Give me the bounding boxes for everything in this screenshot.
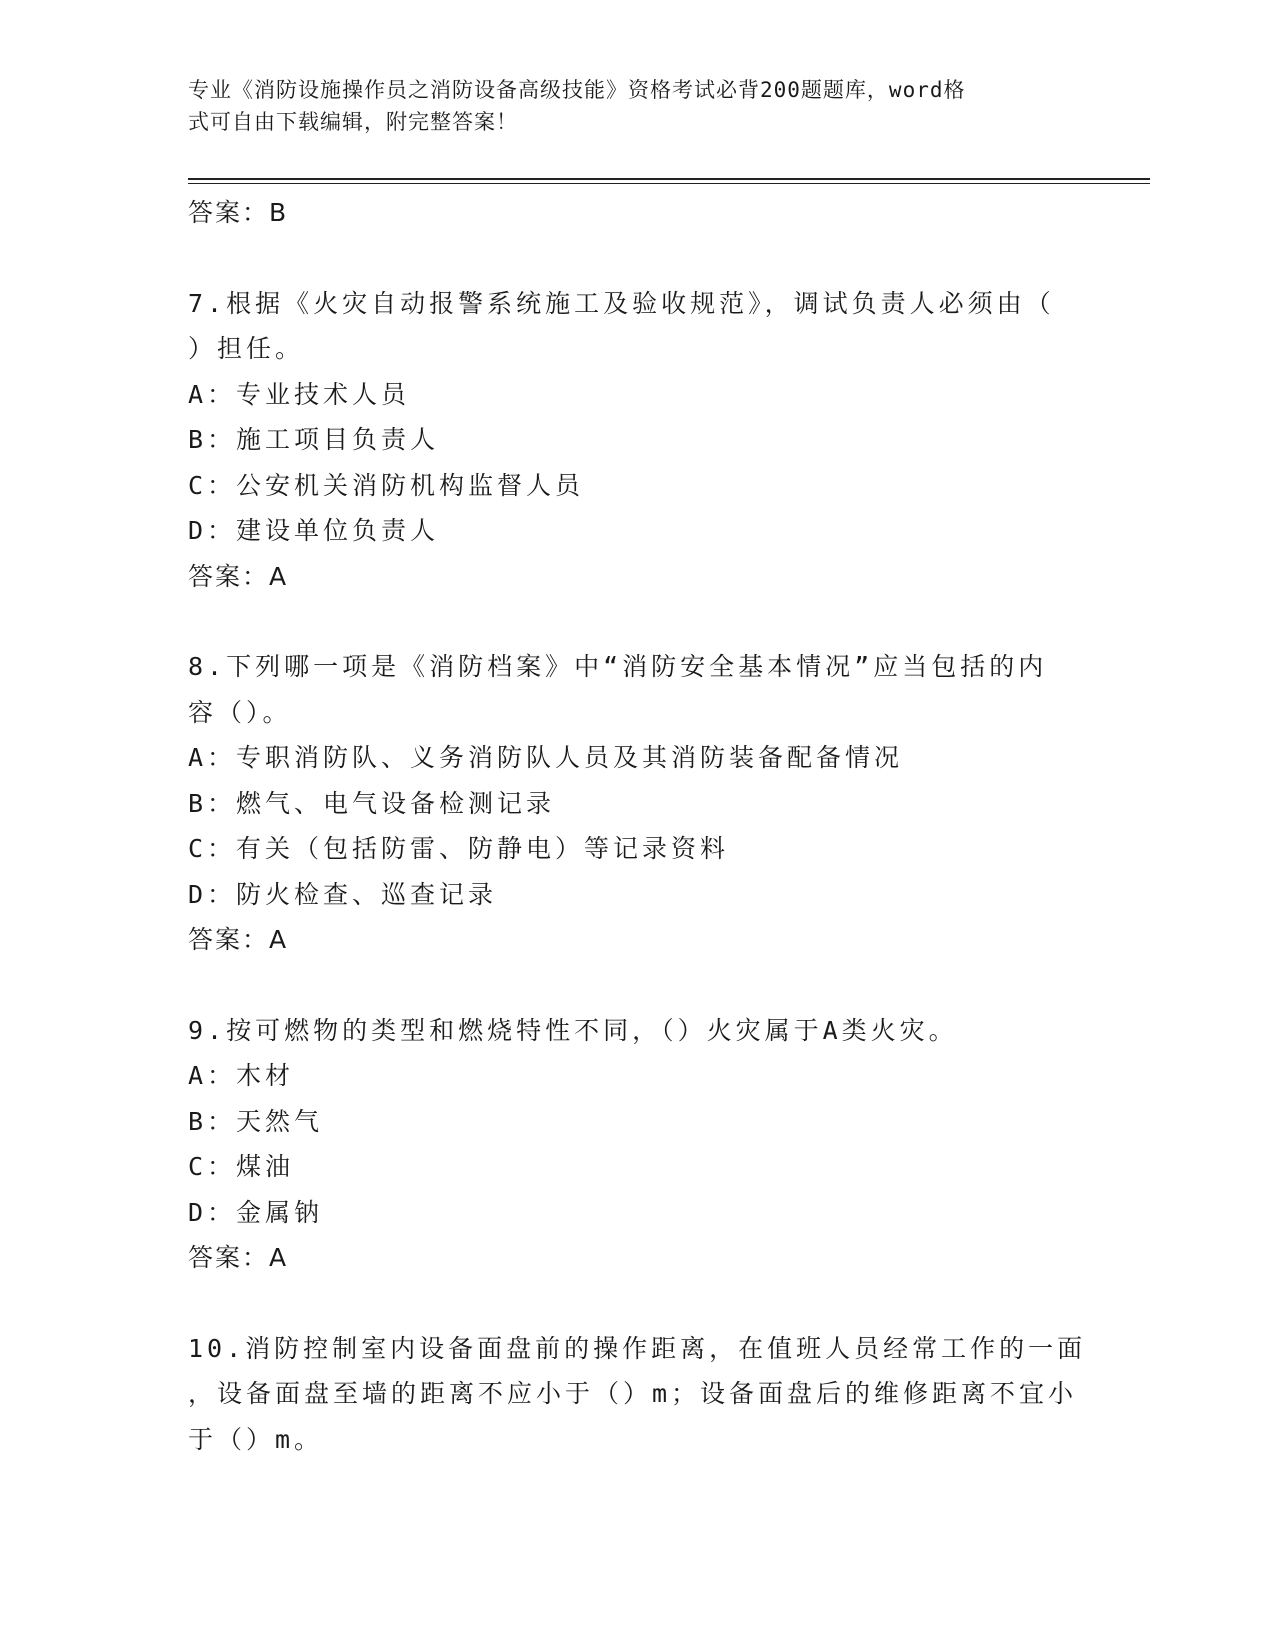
answer-option: A：专职消防队、义务消防队人员及其消防装备配备情况 bbox=[188, 743, 904, 772]
question-stem-line: 10.消防控制室内设备面盘前的操作距离，在值班人员经常工作的一面 bbox=[188, 1333, 1087, 1363]
question-10 bbox=[188, 1326, 1088, 1463]
header-divider-thick bbox=[188, 178, 1150, 180]
answer-option: D：防火检查、巡查记录 bbox=[188, 879, 498, 909]
header-line-2: 式可自由下载编辑，附完整答案！ bbox=[188, 110, 518, 134]
question-stem-line: 9.按可燃物的类型和燃烧特性不同，（）火灾属于A类火灾。 bbox=[188, 1015, 958, 1045]
answer-option: B：燃气、电气设备检测记录 bbox=[188, 788, 556, 818]
previous-answer: 答案：B bbox=[188, 198, 289, 227]
question-stem-line: 7.根据《火灾自动报警系统施工及验收规范》，调试负责人必须由（ bbox=[188, 288, 1055, 318]
question-stem-line: ，设备面盘至墙的距离不应小于（）m；设备面盘后的维修距离不宜小 bbox=[188, 1379, 1078, 1408]
answer-option: D：建设单位负责人 bbox=[188, 516, 440, 545]
question-stem-line: ）担任。 bbox=[188, 334, 305, 363]
question-8 bbox=[188, 644, 1088, 963]
question-list bbox=[188, 281, 1088, 1463]
question-stem-line: 容（）。 bbox=[188, 697, 292, 727]
answer-key: 答案：A bbox=[188, 561, 289, 591]
answer-key: 答案：A bbox=[188, 1243, 289, 1272]
question-stem-line: 于（）m。 bbox=[188, 1424, 324, 1454]
answer-key: 答案：A bbox=[188, 925, 289, 954]
document-header bbox=[188, 74, 1068, 138]
answer-option: B：施工项目负责人 bbox=[188, 425, 440, 454]
header-divider-thin bbox=[188, 183, 1150, 184]
answer-option: A：木材 bbox=[188, 1061, 295, 1090]
answer-option: C：煤油 bbox=[188, 1152, 295, 1181]
answer-option: C：有关（包括防雷、防静电）等记录资料 bbox=[188, 834, 730, 863]
answer-option: C：公安机关消防机构监督人员 bbox=[188, 470, 585, 500]
question-stem-line: 8.下列哪一项是《消防档案》中“消防安全基本情况”应当包括的内 bbox=[188, 652, 1048, 681]
question-9 bbox=[188, 1008, 1088, 1281]
answer-option: B：天然气 bbox=[188, 1106, 324, 1136]
document-body bbox=[188, 190, 1088, 1462]
answer-option: D：金属钠 bbox=[188, 1197, 324, 1227]
header-line-1: 专业《消防设施操作员之消防设备高级技能》资格考试必背200题题库，word格 bbox=[188, 78, 966, 102]
question-7 bbox=[188, 281, 1088, 600]
answer-option: A：专业技术人员 bbox=[188, 379, 411, 409]
